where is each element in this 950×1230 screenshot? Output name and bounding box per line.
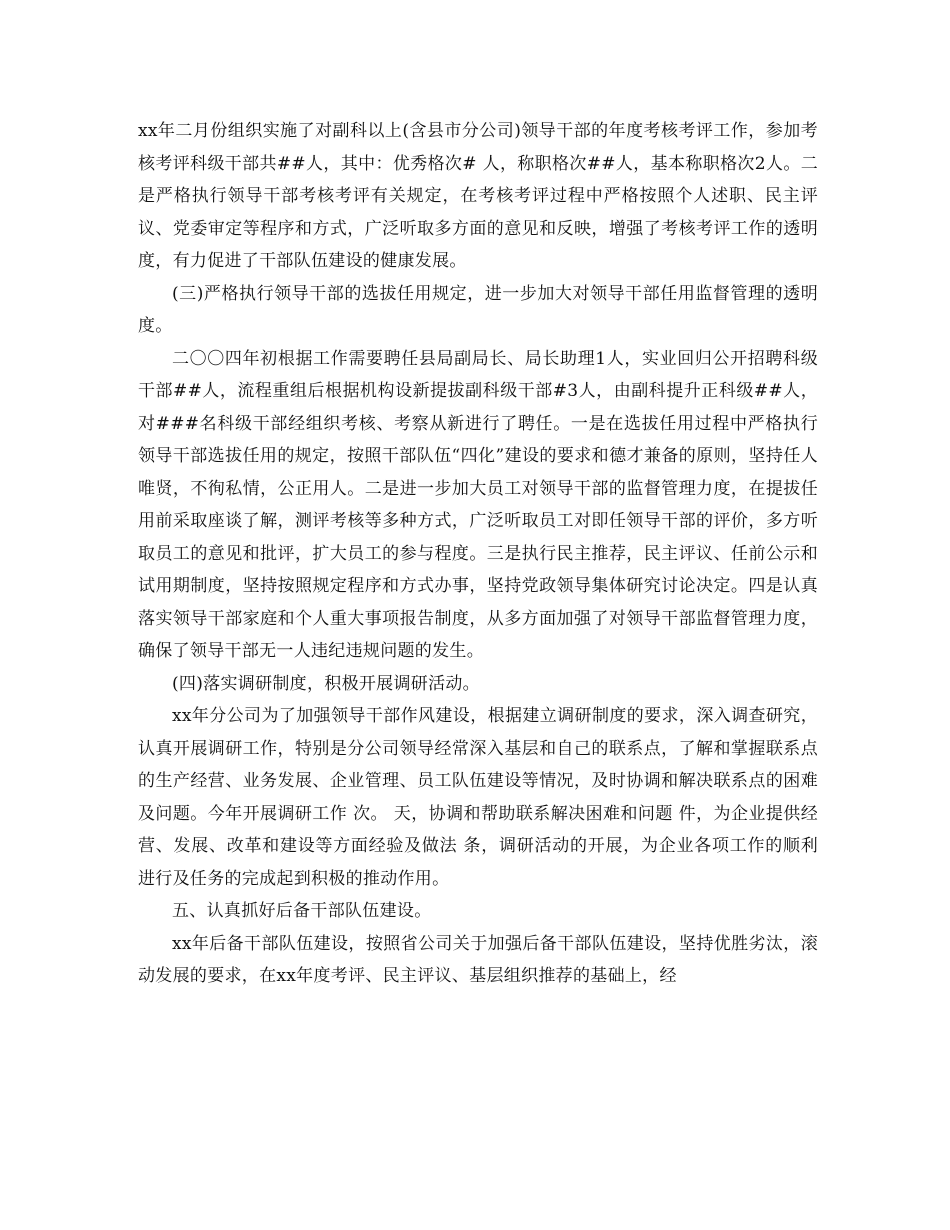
body-paragraph-3: xx年分公司为了加强领导干部作风建设，根据建立调研制度的要求，深入调查研究，认真开展调研工作，特别是分公司领导经常深入基层和自己的联系点，了解和掌握联系点的生产经营、业务发展、企业管理、员工队伍建设等情况，及时协调和解决联系点的困难及问题。今年开展调研工作 次。 天，协调和帮助联系解决困难和问题 件，为企业提供经营、发展、改革和建设等方面经验及做法 条，调研活动的开展，为企业各项工作的顺利进行及任务的完成起到积极的推动作用。	[138, 706, 818, 889]
body-paragraph-1: xx年二月份组织实施了对副科以上(含县市分公司)领导干部的年度考核考评工作，参加考核考评科级干部共##人，其中：优秀格次# 人，称职格次##人，基本称职格次2人。二是严格执行领导干部考核考评有关规定，在考核考评过程中严格按照个人述职、民主评议、党委审定等程序和方式，广泛听取多方面的意见和反映，增强了考核考评工作的透明度，有力促进了干部队伍建设的健康发展。	[138, 121, 818, 271]
section-heading-4: (四)落实调研制度，积极开展调研活动。	[172, 673, 480, 694]
document-page	[138, 115, 818, 993]
body-paragraph-4: xx年后备干部队伍建设，按照省公司关于加强后备干部队伍建设，坚持优胜劣汰，滚动发展的要求，在xx年度考评、民主评议、基层组织推荐的基础上，经	[138, 933, 818, 986]
section-heading-3: (三)严格执行领导干部的选拔任用规定，进一步加大对领导干部任用监督管理的透明度。	[138, 283, 818, 336]
section-heading-5: 五、认真抓好后备干部队伍建设。	[172, 901, 432, 921]
body-paragraph-2: 二〇〇四年初根据工作需要聘任县局副局长、局长助理1人，实业回归公开招聘科级干部##人，流程重组后根据机构设新提拔副科级干部#3人，由副科提升正科级##人，对###名科级干部经组织考核、考察从新进行了聘任。一是在选拔任用过程中严格执行领导干部选拔任用的规定，按照干部队伍“四化”建设的要求和德才兼备的原则，坚持任人唯贤，不徇私情，公正用人。二是进一步加大员工对领导干部的监督管理力度，在提拔任用前采取座谈了解，测评考核等多种方式，广泛听取员工对即任领导干部的评价，多方听取员工的意见和批评，扩大员工的参与程度。三是执行民主推荐，民主评议、任前公示和试用期制度，坚持按照规定程序和方式办事，坚持党政领导集体研究讨论决定。四是认真落实领导干部家庭和个人重大事项报告制度，从多方面加强了对领导干部监督管理力度，确保了领导干部无一人违纪违规问题的发生。	[138, 348, 818, 661]
